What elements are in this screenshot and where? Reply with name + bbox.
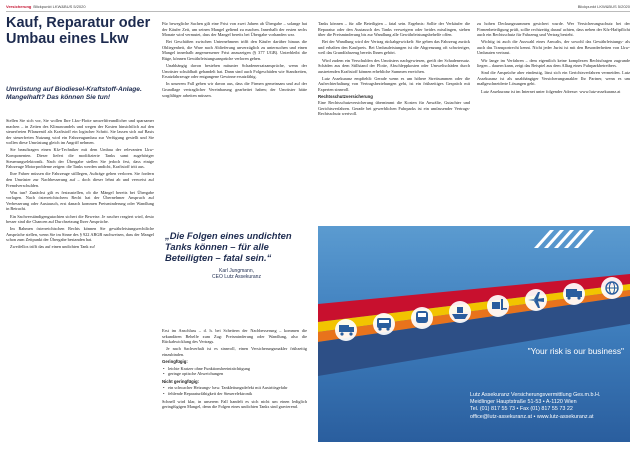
train-icon [411, 307, 433, 329]
pull-quote-text: „Die Folgen eines undichten Tanks können – für alle Beteiligten – fatal sein.“ [165, 230, 292, 263]
bus-icon [373, 313, 395, 335]
paragraph: Eine Rechtsschutzversicherung übernimmt die Kosten für Anwälte, Gutachter und Gerichtsverfahren. Gerade bei gewerblichen Fuhrparks ist ein umfassender Vertrags-Rechtsschutz wertvoll. [318, 100, 470, 117]
forklift-icon [487, 295, 509, 317]
ad-address: Meidlinger Hauptstraße 51-53 • A-1120 Wien [470, 399, 577, 406]
body-column-2-lower [162, 328, 307, 446]
paragraph: Unabhängig davon bestehen mitunter Schadenersatzansprüche, wenn der Umrüster schuldhaft gehandelt hat. Dann sind auch Folgeschäden wie Standzeiten, Ersatzfahrzeuge oder entgangene Gewinne ersatzfähig. [162, 63, 307, 80]
plane-icon [525, 289, 547, 311]
pull-quote [165, 230, 308, 281]
paragraph: Wird zudem ein Verschulden des Umrüsters nachgewiesen, greift der Schadenersatz. Schäden aus dem Stillstand der Flotte, Abschleppkosten oder Umweltschäden durch austretenden Kraftstoff können erhebliche Summen erreichen. [318, 57, 470, 74]
bullet-list [162, 385, 307, 396]
ship-icon [449, 301, 471, 323]
paragraph: Sie beauftragen einen Kfz-Techniker mit dem Umbau der relevanten Lkw-Komponenten. Dieser liefert die modifizierte Tanks samt zugehöriger Steuerungselektronik. Nach der Übergabe stellen Sie jedoch fest, dass einige Fahrzeuge Motorprobleme zeigen: die Tanks werden undicht, Kraftstoff tritt aus. [6, 147, 154, 170]
list-item: • geringe optische Abweichungen [162, 371, 307, 377]
body-column-4 [477, 21, 630, 222]
paragraph: Wichtig ist auch die Auswahl eines Anwalts, der sowohl das Gewährleistungs- als auch das Transportrecht kennt. Nicht jeder Jurist ist mit den Besonderheiten von Lkw-Umbauten vertraut. [477, 39, 630, 56]
paragraph: Was tun? Zunächst gilt es festzustellen, ob die Mängel bereits bei Übergabe vorlagen. Nach österreichischem Recht hat der Übernehmer Anspruch auf Verbesserung oder Austausch, erst danach kommen Preisminderung oder Wandlung in Betracht. [6, 189, 154, 212]
section-label: Versicherung [6, 4, 32, 9]
ad-slogan: "Your risk is our business" [527, 346, 624, 356]
ad-company: Lutz Assekuranz Versicherungsvermittlung Ges.m.b.H. [470, 392, 601, 398]
paragraph: Bei Geschäften zwischen Unternehmern trifft den Käufer darüber hinaus die Obliegenheit, die Ware nach Ablieferung unverzüglich zu untersuchen und einen Mangel innerhalb angemessener Frist anzuzeigen (§ 377 UGB). Unterbleibt die Rüge, können Gewährleistungsansprüche verloren gehen. [162, 39, 307, 62]
globe-icon [601, 277, 623, 299]
paragraph: Im Rahmen österreichischen Rechts können Sie gewährleistungsrechtliche Ansprüche stellen, wenn Sie im Sinne des § 922 ABGB nachweisen, dass der Mangel schon zum Zeitpunkt der Übergabe bestanden hat. [6, 226, 154, 243]
author-name: Karl Jungmann, [218, 268, 255, 274]
section-heading: Rechtsschutzversicherung [318, 94, 373, 100]
paragraph: Für bewegliche Sachen gilt eine Frist von zwei Jahren ab Übergabe – solange hat der Käufer Zeit, um seinen Mangel geltend zu machen. Innerhalb der ersten sechs Monate wird vermutet, dass der Mangel bereits bei Übergabe vorhanden war. [162, 21, 307, 38]
author-title: CEO Lutz Assekuranz [212, 274, 261, 281]
paragraph: Tanks können – für alle Beteiligten – fatal sein. Ergebnis: Sollte der Verkäufer die Reparatur oder den Austausch des Tanks verweigern oder beides misslingen, stehen über die Preisminderung bis zur Wandlung alle Gewährleistungsbehelfe offen. [318, 21, 470, 38]
bullet-list [162, 366, 307, 377]
lutz-advertisement[interactable] [318, 226, 630, 442]
paragraph: Je nach Sachverhalt ist es sinnvoll, einen Versicherungsmakler frühzeitig einzubinden. [162, 346, 307, 357]
list-item: • ein schwacher Heizungs- bzw. Tankleitungsdefekt mit Austrittsgefahr [162, 385, 307, 391]
delivery-truck-icon [563, 283, 585, 305]
ad-contact-block [470, 392, 626, 421]
ad-phone: Tel. (01) 817 55 73 • Fax (01) 817 55 73 22 [470, 406, 573, 413]
list-heading: Nicht geringfügig: [162, 378, 199, 384]
paragraph: Ihre Fahrer müssen die Fahrzeuge stilllegen, Aufträge gehen verloren. Sie fordern den Umrüster zur Nachbesserung auf – doch dieser lehnt ab und verweist auf Fremdverschulden. [6, 171, 154, 188]
paragraph: Sind die Ansprüche aber eindeutig, lässt sich ein Gerichtsverfahren vermeiden. Lutz Assekuranz ist als unabhängiger Versicherungsmakler Ihr Partner, wenn es um maßgeschneiderte Lösungen geht. [477, 70, 630, 87]
lutz-logo [534, 230, 594, 248]
issue-label-right: Blickpunkt LKW&BUS 5/2020 [577, 4, 630, 9]
paragraph: Lutz Assekuranz empfiehlt: Gerade wenn es um höhere Streitsummen oder die Aufrechterhaltung von Vertragsbeziehungen geht, ist ein frühzeitiges Gespräch mit Experten sinnvoll. [318, 75, 470, 93]
list-heading: Geringfügig: [162, 358, 188, 364]
paragraph: Wir lange im Verfahren – dem eigentlich keine komplexen Rechtsfragen zugrunde liegen – dauern kann, zeigt das Beispiel aus dem Alltag eines Fuhrparkbetreibers. [477, 57, 630, 69]
body-column-3 [318, 21, 470, 222]
paragraph: Lutz Assekuranz ist im Internet unter folgender Adresse: www.lutz-assekuranz.at [481, 88, 621, 94]
paragraph: In unserem Fall gehen wir davon aus, dass die Firmen gemeinsam und auf der Grundlage vertraglicher Vereinbarung gearbeitet haben; der Umrüster hätte sorgfältiger arbeiten müssen. [162, 81, 307, 98]
body-column-2 [162, 21, 307, 214]
paragraph: zu hohen Deckungssummen gesichert wurde. Wer Versicherungsschutz bei der Firmenbeteiligung prüft, sollte rechtzeitig darauf achten, dass neben der Kfz-Haftpflicht auch ein Rechtsschutz für Fahrzeug und Vertrag besteht. [477, 21, 630, 38]
paragraph: Schnell wird klar, in unserem Fall handelt es sich nicht um einen lediglich geringfügigen Mangel, denn die Folgen eines undichten Tanks sind gravierend. [162, 398, 307, 410]
paragraph: Bei der Wandlung wird der Vertrag rückabgewickelt: Sie geben das Fahrzeug zurück und erhalten den Kaufpreis. Bei Umbauleistungen ist die Abgrenzung oft schwieriger, weil das Grundfahrzeug bereits Ihnen gehört. [318, 39, 470, 56]
article-subhead: Umrüstung auf Biodiesel-Kraftstoff-Anlage. Mangelhaft? Das können Sie tun! [6, 86, 142, 101]
paragraph: Ein Sachverständigengutachten sichert die Beweise. Je rascher reagiert wird, desto besser sind die Chancen auf Durchsetzung Ihrer Ansprüche. [6, 213, 154, 225]
body-column-1 [6, 118, 154, 444]
paragraph: Erst im Anschluss – d. h. bei Scheitern der Nachbesserung – kommen die sekundären Behelfe zum Zug: Preisminderung oder Wandlung, also die Rückabwicklung des Vertrags. [162, 328, 307, 345]
issue-label: Blickpunkt LKW&BUS 5/2020 [33, 4, 86, 9]
article-headline: Kauf, Reparatur oder Umbau eines Lkw [6, 15, 151, 47]
pull-quote-author [165, 268, 308, 281]
truck-icon [335, 319, 357, 341]
paragraph: Zweifellos trifft das auf einen undichten Tank zu! [10, 244, 96, 250]
list-item: • leichte Kratzer ohne Funktionsbeeinträchtigung [162, 366, 307, 372]
page-header-left [6, 4, 86, 9]
paragraph: Stellen Sie sich vor, Sie wollen Ihre Lkw-Flotte umweltfreundlicher und sparsamer machen – in Zeiten des Klimawandels und wegen der Kosten hinsichtlich auf den steuerfreien Pflanzenöl als Kraftstoff ein logischer Schritt. Sie lassen sich auf Basis der steuerfreien Nutzung wird ein Fahrzeugumbau zur Verfügung gestellt und Sie wollen diese Umrüstung gleich im Angriff nehmen. [6, 118, 154, 146]
list-item: • fehlende Reparaturfähigkeit der Steuerelektronik [162, 391, 307, 397]
ad-web[interactable]: office@lutz-assekuranz.at • www.lutz-assekuranz.at [470, 413, 594, 420]
header-divider [6, 11, 630, 12]
